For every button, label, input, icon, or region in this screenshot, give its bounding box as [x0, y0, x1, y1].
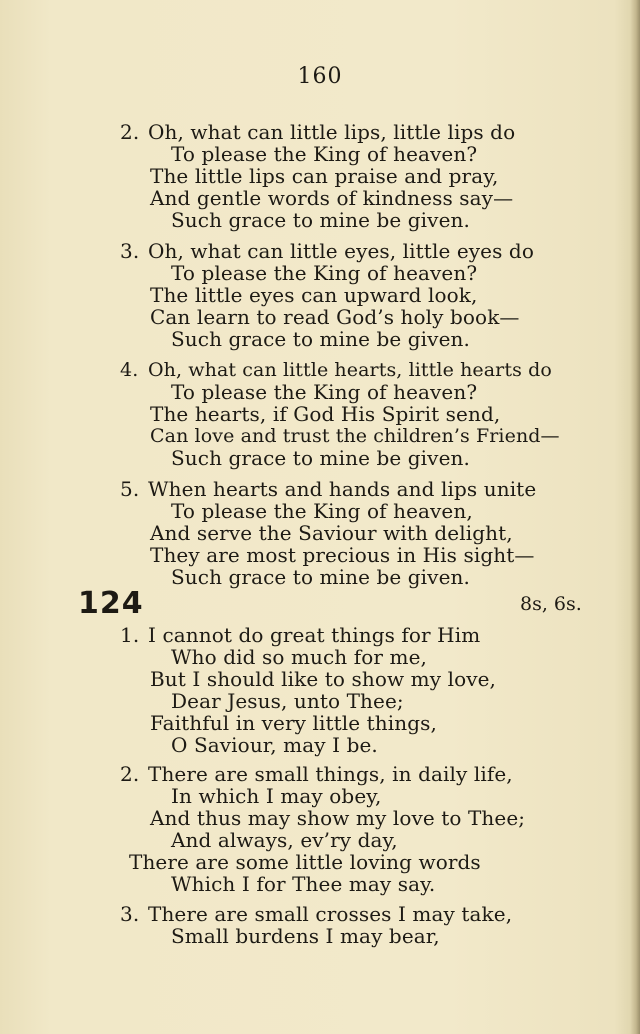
- verse-number: 5.: [120, 477, 140, 501]
- verse-line: They are most precious in His sight—: [150, 543, 535, 567]
- verse-line: 5. When hearts and hands and lips unite: [120, 477, 537, 501]
- verse-line: Such grace to mine be given.: [171, 565, 470, 589]
- verse-line: 4. Oh, what can little hearts, little hearts do: [120, 359, 552, 381]
- verse-line: And serve the Saviour with delight,: [150, 521, 513, 545]
- verse-line: The little lips can praise and pray,: [150, 164, 499, 188]
- verse-line: Small burdens I may bear,: [171, 924, 440, 948]
- verse-line: Such grace to mine be given.: [171, 208, 470, 232]
- page-edge-shadow: [630, 0, 640, 1034]
- verse-line: Can love and trust the children’s Friend—: [150, 425, 560, 447]
- verse-line: Can learn to read God’s holy book—: [150, 305, 520, 329]
- verse-line: 3. Oh, what can little eyes, little eyes do: [120, 239, 534, 263]
- hymn-number: 124: [78, 586, 144, 621]
- page-number: 160: [297, 64, 343, 89]
- verse-line: The little eyes can upward look,: [150, 283, 478, 307]
- verse-number: 3.: [120, 902, 140, 926]
- verse-number: 1.: [120, 623, 140, 647]
- verse-number: 2.: [120, 762, 140, 786]
- verse-number: 3.: [120, 239, 140, 263]
- verse-line: 1. I cannot do great things for Him: [120, 623, 481, 647]
- verse-line: There are some little loving words: [129, 850, 481, 874]
- verse-line: In which I may obey,: [171, 784, 382, 808]
- verse-line: Dear Jesus, unto Thee;: [171, 689, 404, 713]
- verse-line: And thus may show my love to Thee;: [150, 806, 526, 830]
- verse-line: To please the King of heaven?: [171, 142, 478, 166]
- verse-line: Which I for Thee may say.: [171, 872, 436, 896]
- verse-line: To please the King of heaven?: [171, 261, 478, 285]
- verse-line: But I should like to show my love,: [150, 667, 497, 691]
- verse-line: 2. Oh, what can little lips, little lips do: [120, 120, 516, 144]
- verse-line: O Saviour, may I be.: [171, 733, 378, 757]
- verse-line: 2. There are small things, in daily life,: [120, 762, 513, 786]
- verse-line: The hearts, if God His Spirit send,: [150, 402, 501, 426]
- verse-line: And gentle words of kindness say—: [150, 186, 514, 210]
- verse-line: Such grace to mine be given.: [171, 327, 470, 351]
- verse-line: To please the King of heaven?: [171, 380, 478, 404]
- verse-line: To please the King of heaven,: [171, 499, 473, 523]
- verse-line: Such grace to mine be given.: [171, 446, 470, 470]
- verse-number: 4.: [120, 359, 139, 381]
- hymn-meter: 8s, 6s.: [520, 593, 582, 615]
- verse-line: Faithful in very little things,: [150, 711, 437, 735]
- verse-number: 2.: [120, 120, 140, 144]
- verse-line: And always, ev’ry day,: [171, 828, 398, 852]
- verse-line: 3. There are small crosses I may take,: [120, 902, 513, 926]
- verse-line: Who did so much for me,: [171, 645, 427, 669]
